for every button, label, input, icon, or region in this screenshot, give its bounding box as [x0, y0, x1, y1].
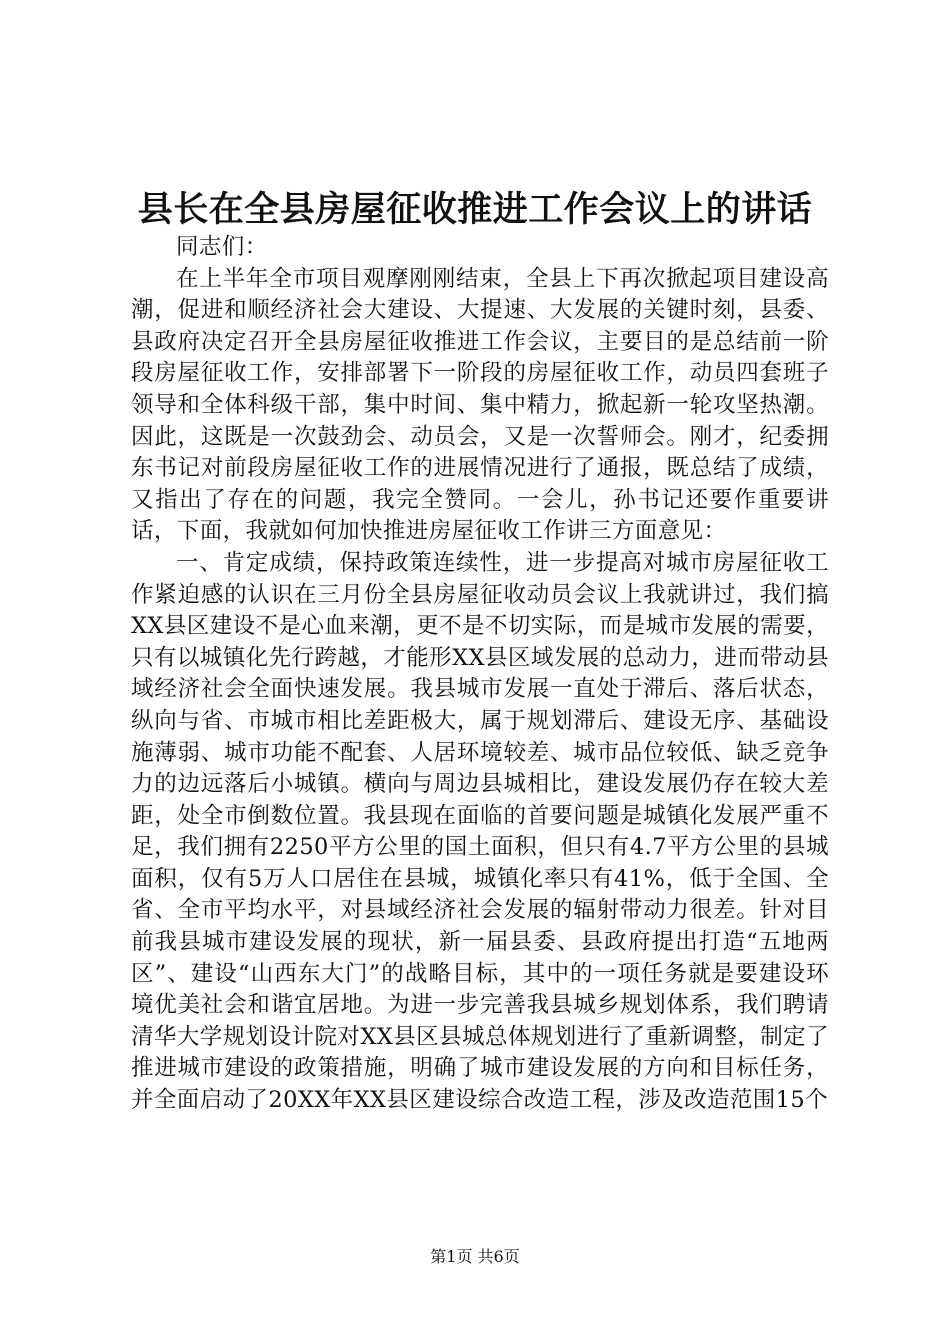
- page-number-footer: 第1页 共6页: [430, 1247, 520, 1266]
- salutation-paragraph: 同志们：: [176, 234, 268, 260]
- section-one-paragraph: 一、肯定成绩，保持政策连续性，进一步提高对城市房屋征收工作紧迫感的认识在三月份全县房屋征收动员会议上我就讲过，我们搞XX县区建设不是心血来潮，更不是不切实际，而是城市发展的需要，只有以城镇化先行跨越，才能形XX县区域发展的总动力，进而带动县域经济社会全面快速发展。我县城市发展一直处于滞后、落后状态，纵向与省、市城市相比差距极大，属于规划滞后、建设无序、基础设施薄弱、城市功能不配套、人居环境较差、城市品位较低、缺乏竞争力的边远落后小城镇。横向与周边县城相比，建设发展仍存在较大差距，处全市倒数位置。我县现在面临的首要问题是城镇化发展严重不足，我们拥有2250平方公里的国土面积，但只有4.7平方公里的县城面积，仅有5万人口居住在县城，城镇化率只有41%，低于全国、全省、全市平均水平，对县域经济社会发展的辐射带动力很差。针对目前我县城市建设发展的现状，新一届县委、县政府提出打造“五地两区”、建设“山西东大门”的战略目标，其中的一项任务就是要建设环境优美社会和谐宜居地。为进一步完善我县城乡规划体系，我们聘请清华大学规划设计院对XX县区县城总体规划进行了重新调整，制定了推进城市建设的政策措施，明确了城市建设发展的方向和目标任务，并全面启动了20XX年XX县区建设综合改造工程，涉及改造范围15个: [131, 549, 829, 1114]
- document-body: [131, 232, 829, 1117]
- document-title: 县长在全县房屋征收推进工作会议上的讲话: [137, 189, 813, 230]
- intro-paragraph: 在上半年全市项目观摩刚刚结束，全县上下再次掀起项目建设高潮，促进和顺经济社会大建设、大提速、大发展的关键时刻，县委、县政府决定召开全县房屋征收推进工作会议，主要目的是总结前一阶段房屋征收工作，安排部署下一阶段的房屋征收工作，动员四套班子领导和全体科级干部，集中时间、集中精力，掀起新一轮攻坚热潮。因此，这既是一次鼓劲会、动员会，又是一次誓师会。刚才，纪委拥东书记对前段房屋征收工作的进展情况进行了通报，既总结了成绩，又指出了存在的问题，我完全赞同。一会儿，孙书记还要作重要讲话，下面，我就如何加快推进房屋征收工作讲三方面意见：: [131, 265, 829, 545]
